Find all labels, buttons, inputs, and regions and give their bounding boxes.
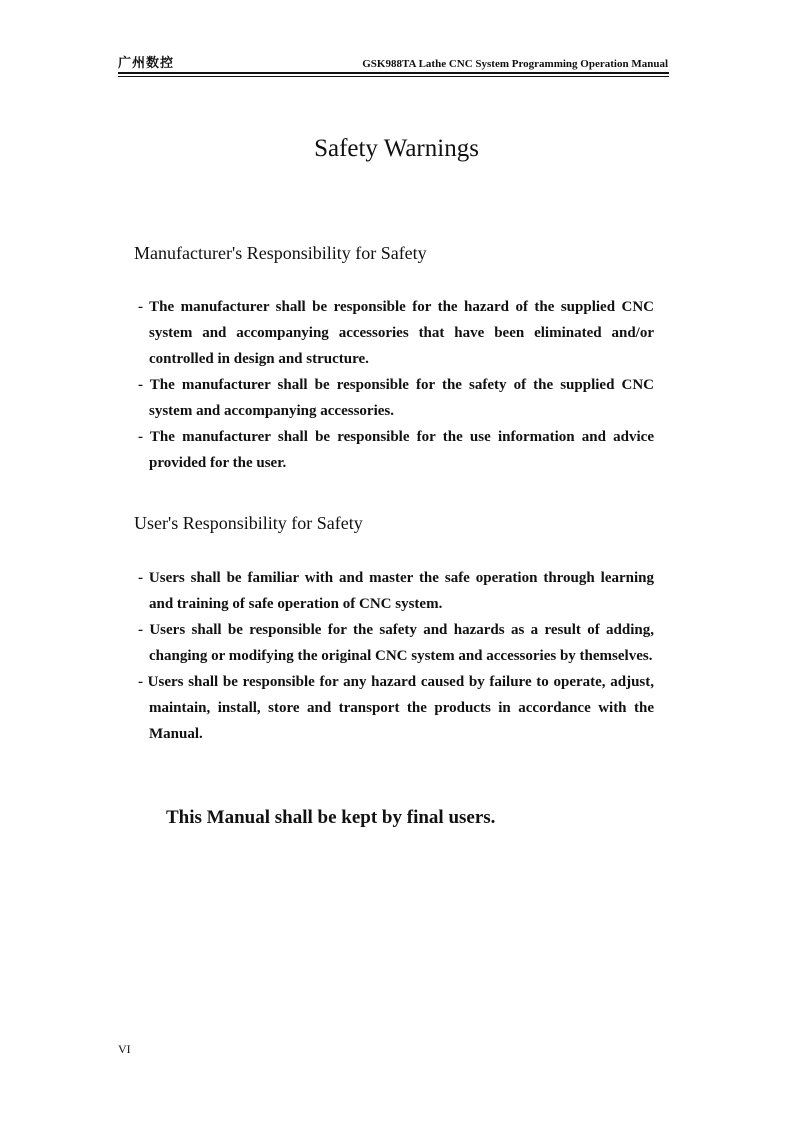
list-item: - Users shall be responsible for the safety and hazards as a result of adding, changing or modifying the original CNC system and accessories by themselves. (138, 622, 654, 664)
manufacturer-responsibility-list (138, 294, 654, 476)
page-number: VI (118, 1042, 131, 1056)
header-rule-thick (118, 72, 669, 74)
list-item: - The manufacturer shall be responsible for the safety of the supplied CNC system and accompanying accessories. (138, 377, 654, 419)
page-title: Safety Warnings (314, 135, 479, 162)
company-logo: 广州数控 (118, 56, 175, 71)
list-item: - The manufacturer shall be responsible for the use information and advice provided for the user. (138, 429, 654, 471)
user-responsibility-list (138, 565, 654, 747)
page-header (118, 56, 669, 78)
header-rule-thin (118, 76, 669, 77)
manual-title: GSK988TA Lathe CNC System Programming Operation Manual (362, 58, 668, 70)
closing-statement: This Manual shall be kept by final users. (166, 807, 496, 828)
list-item: - Users shall be responsible for any hazard caused by failure to operate, adjust, maintain, install, store and transport the products in accordance with the Manual. (138, 674, 654, 742)
list-item: - The manufacturer shall be responsible for the hazard of the supplied CNC system and accompanying accessories that have been eliminated and/or controlled in design and structure. (138, 299, 654, 367)
manufacturer-section-heading: Manufacturer's Responsibility for Safety (134, 243, 427, 263)
user-section-heading: User's Responsibility for Safety (134, 513, 363, 533)
list-item: - Users shall be familiar with and master the safe operation through learning and training of safe operation of CNC system. (138, 570, 654, 612)
